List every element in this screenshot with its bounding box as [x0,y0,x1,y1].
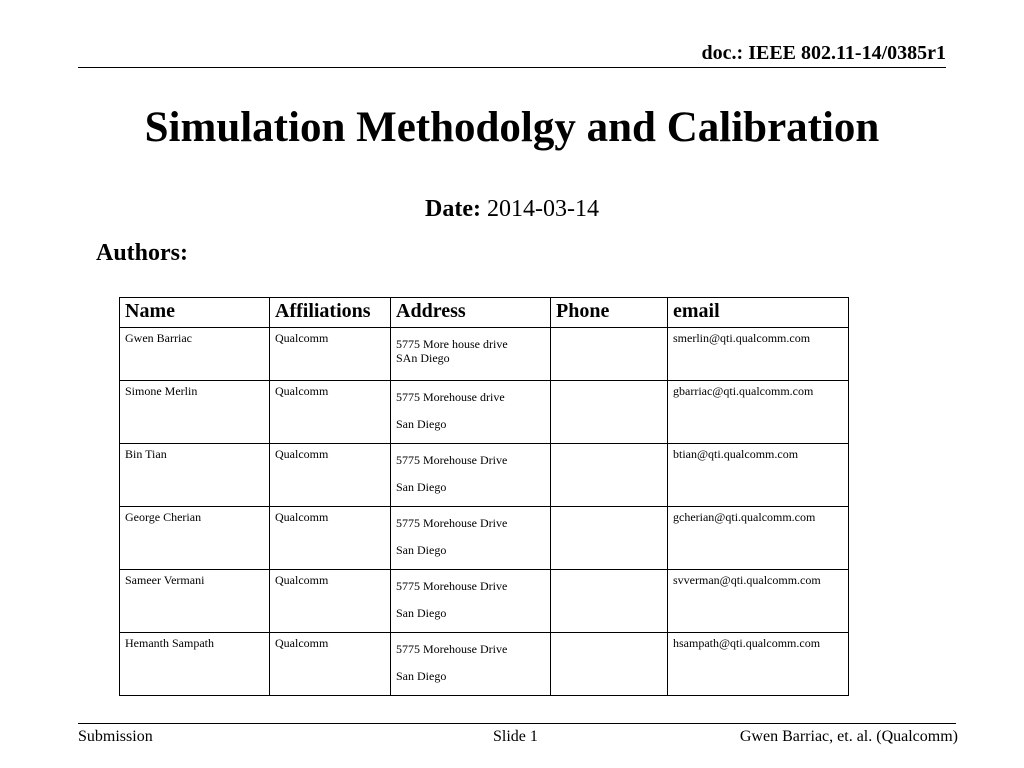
footer-divider [78,723,956,724]
author-affiliation: Qualcomm [270,507,391,570]
footer-slide-number: Slide 1 [493,728,538,745]
author-affiliation: Qualcomm [270,381,391,444]
column-header-address: Address [391,298,551,328]
table-header-row [120,298,849,328]
address-line2: San Diego [396,417,447,431]
author-phone [551,633,668,696]
address-line2: San Diego [396,606,447,620]
column-header-email: email [668,298,849,328]
date-label: Date: [425,196,481,222]
author-phone [551,444,668,507]
address-line1: 5775 Morehouse Drive [396,516,508,530]
footer-submission: Submission [78,728,153,745]
address-line1: 5775 Morehouse Drive [396,579,508,593]
author-name: Gwen Barriac [120,328,270,381]
author-address [391,444,551,507]
author-email: smerlin@qti.qualcomm.com [668,328,849,381]
author-name: Sameer Vermani [120,570,270,633]
author-email: gcherian@qti.qualcomm.com [668,507,849,570]
author-email: btian@qti.qualcomm.com [668,444,849,507]
author-address [391,328,551,381]
date-line [0,196,1024,223]
author-affiliation: Qualcomm [270,328,391,381]
header-divider [78,67,946,68]
table-row [120,633,849,696]
address-line2: San Diego [396,480,447,494]
authors-heading: Authors: [96,240,189,266]
author-phone [551,570,668,633]
author-affiliation: Qualcomm [270,444,391,507]
table-row [120,507,849,570]
table-row [120,328,849,381]
date-value: 2014-03-14 [486,196,599,222]
address-line2: San Diego [396,543,447,557]
author-name: Hemanth Sampath [120,633,270,696]
address-line1: 5775 Morehouse Drive [396,642,508,656]
document-id: doc.: IEEE 802.11-14/0385r1 [701,42,946,64]
table-row [120,570,849,633]
author-name: Simone Merlin [120,381,270,444]
author-affiliation: Qualcomm [270,633,391,696]
column-header-affiliations: Affiliations [270,298,391,328]
author-address [391,507,551,570]
slide-title: Simulation Methodolgy and Calibration [144,104,880,151]
author-phone [551,328,668,381]
column-header-phone: Phone [551,298,668,328]
address-line1: 5775 More house drive [396,337,508,351]
table-row [120,381,849,444]
author-name: Bin Tian [120,444,270,507]
author-affiliation: Qualcomm [270,570,391,633]
author-phone [551,381,668,444]
footer-authors: Gwen Barriac, et. al. (Qualcomm) [739,728,958,745]
address-line2: San Diego [396,669,447,683]
author-name: George Cherian [120,507,270,570]
address-line1: 5775 Morehouse Drive [396,453,508,467]
author-address [391,381,551,444]
column-header-name: Name [120,298,270,328]
table-row [120,444,849,507]
address-line1: 5775 Morehouse drive [396,390,505,404]
author-address [391,570,551,633]
author-phone [551,507,668,570]
author-email: gbarriac@qti.qualcomm.com [668,381,849,444]
author-address [391,633,551,696]
address-line2: SAn Diego [396,351,450,365]
authors-table [119,297,849,696]
author-email: svverman@qti.qualcomm.com [668,570,849,633]
author-email: hsampath@qti.qualcomm.com [668,633,849,696]
